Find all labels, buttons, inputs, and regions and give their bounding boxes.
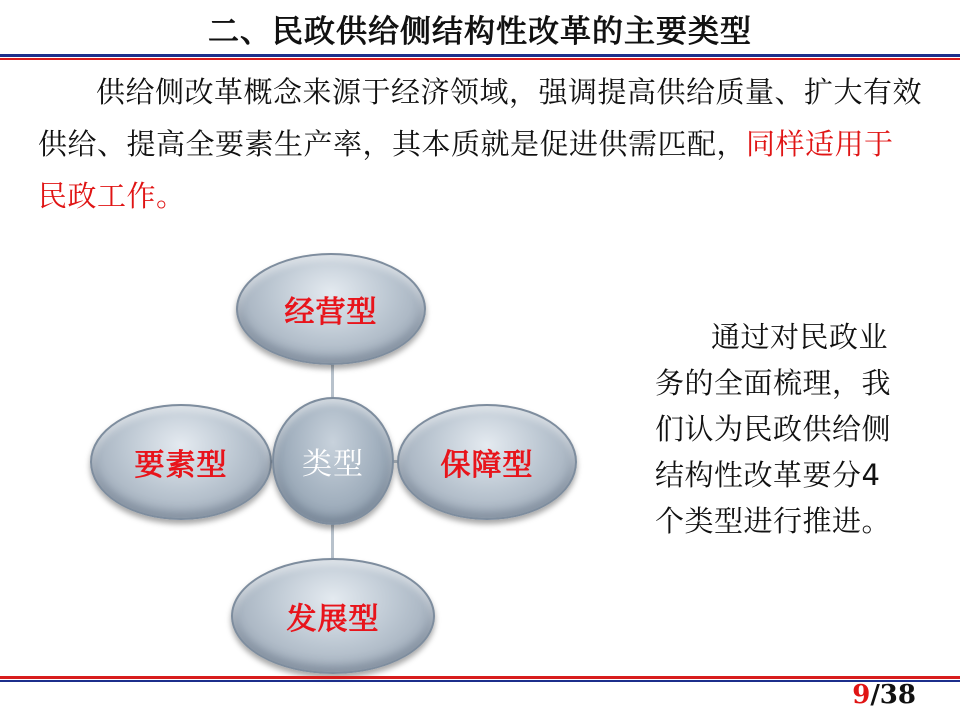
page-current: 9: [852, 680, 871, 710]
page-total: /38: [870, 680, 916, 710]
page-number: [852, 680, 916, 710]
intro-text: 供给侧改革概念来源于经济领域，强调提高供给质量、扩大有效供给、提高全要素生产率，其本质就是促进供需匹配，: [38, 75, 923, 161]
node-operational: 经营型: [236, 253, 426, 365]
intro-highlight-text: 同样适用于民政工作。: [38, 127, 894, 213]
slide-title: 二、民政供给侧结构性改革的主要类型: [208, 14, 752, 50]
node-factor: 要素型: [90, 404, 272, 520]
side-description-text: 通过对民政业务的全面梳理，我们认为民政供给侧结构性改革要分4个类型进行推进。: [655, 320, 892, 538]
footer-rule-red: [0, 676, 960, 679]
node-center-types: 类型: [272, 397, 394, 525]
footer-rule-blue: [0, 680, 960, 682]
node-development: 发展型: [231, 558, 435, 674]
node-security: 保障型: [397, 404, 577, 520]
side-description: [655, 314, 905, 544]
